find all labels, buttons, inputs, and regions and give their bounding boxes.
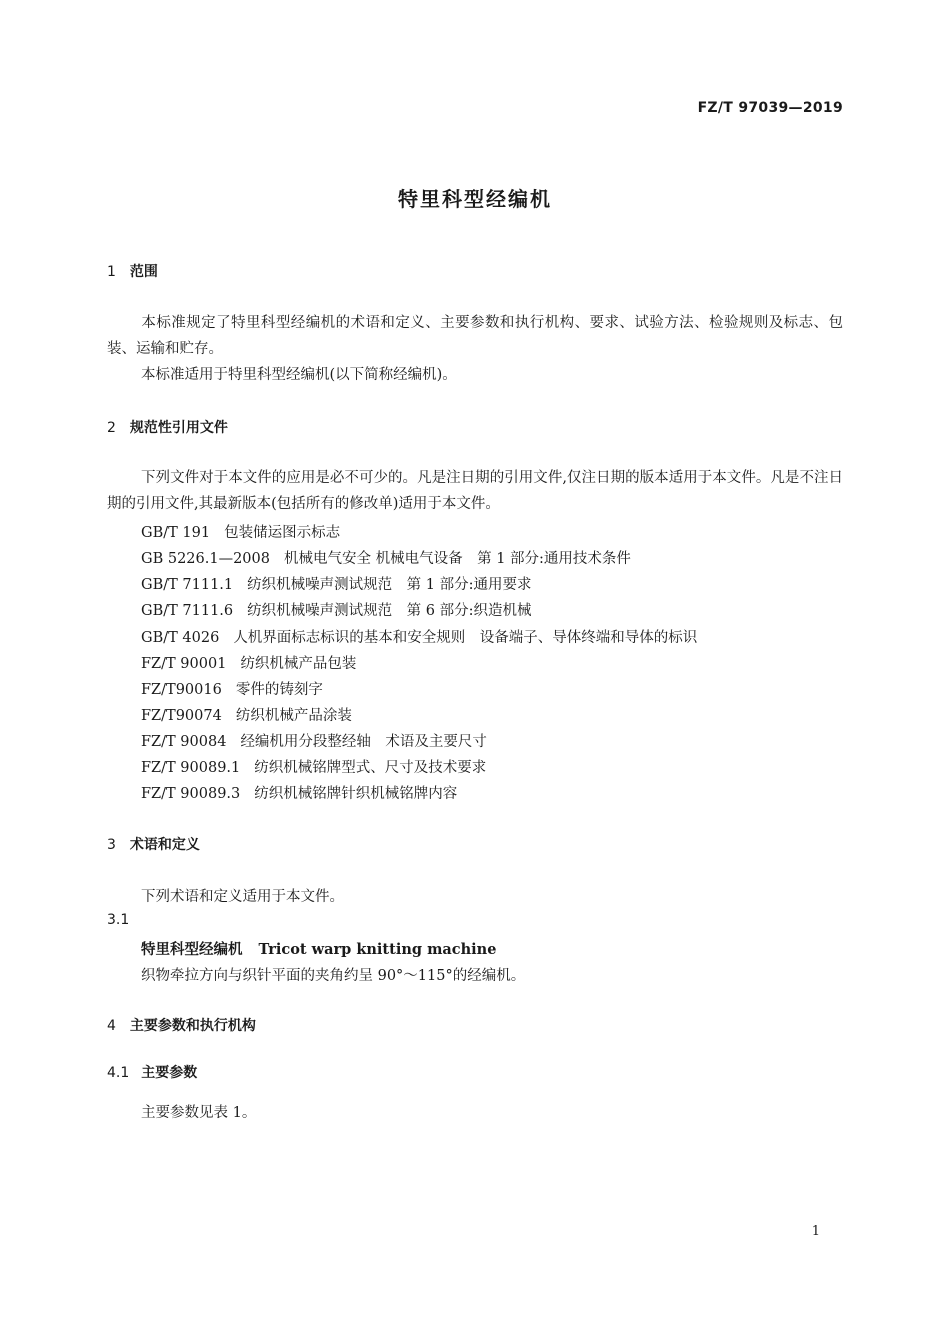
standard-code: FZ/T 97039—2019 (697, 100, 843, 116)
reference-item (141, 730, 487, 751)
term-chinese: 特里科型经编机 (141, 942, 243, 958)
reference-title: 纺织机械铭牌型式、尺寸及技术要求 (254, 760, 487, 776)
scope-text-2: 本标准适用于特里科型经编机(以下简称经编机)。 (141, 367, 457, 383)
term-english: Tricot warp knitting machine (258, 941, 497, 958)
page-number: 1 (811, 1224, 820, 1239)
term-number: 3.1 (107, 912, 130, 928)
section-number: 4 (107, 1018, 116, 1034)
reference-title: 纺织机械铭牌针织机械铭牌内容 (254, 786, 458, 802)
reference-title: 经编机用分段整经轴 术语及主要尺寸 (240, 734, 487, 750)
subsection-number: 4.1 (107, 1065, 130, 1081)
reference-code: GB/T 7111.1 (141, 577, 234, 593)
reference-item (141, 521, 340, 542)
reference-code: FZ/T 90089.1 (141, 760, 241, 776)
reference-code: FZ/T 90084 (141, 734, 227, 750)
reference-item (141, 782, 457, 803)
reference-item (141, 599, 531, 620)
reference-item (141, 547, 631, 568)
reference-title: 纺织机械噪声测试规范 第 1 部分:通用要求 (247, 577, 532, 593)
scope-paragraph-2 (107, 362, 843, 388)
section-title: 术语和定义 (129, 837, 200, 853)
reference-title: 人机界面标志标识的基本和安全规则 设备端子、导体终端和导体的标识 (233, 630, 698, 646)
reference-code: FZ/T 90089.3 (141, 786, 241, 802)
reference-item (141, 678, 323, 699)
reference-code: FZ/T90074 (141, 708, 222, 724)
terms-intro: 下列术语和定义适用于本文件。 (141, 889, 344, 905)
term-heading (141, 938, 496, 959)
normative-intro-text: 下列文件对于本文件的应用是必不可少的。凡是注日期的引用文件,仅注日期的版本适用于本文件。凡是不注日期的引用文件,其最新版本(包括所有的修改单)适用于本文件。 (107, 470, 843, 512)
params-text: 主要参数见表 1。 (141, 1105, 257, 1121)
section-title: 范围 (129, 264, 158, 280)
section-number: 2 (107, 420, 116, 436)
section-title: 主要参数和执行机构 (129, 1018, 256, 1034)
section-3-heading (107, 834, 200, 854)
reference-code: GB/T 7111.6 (141, 603, 234, 619)
reference-code: GB/T 4026 (141, 630, 220, 646)
section-number: 1 (107, 264, 116, 280)
subsection-4-1-heading (107, 1062, 197, 1082)
reference-item (141, 652, 356, 673)
section-title: 规范性引用文件 (129, 420, 228, 436)
section-number: 3 (107, 837, 116, 853)
reference-title: 机械电气安全 机械电气设备 第 1 部分:通用技术条件 (284, 551, 631, 567)
reference-title: 包装储运图示标志 (224, 525, 341, 541)
reference-code: GB/T 191 (141, 525, 211, 541)
reference-title: 纺织机械噪声测试规范 第 6 部分:织造机械 (247, 603, 532, 619)
reference-title: 纺织机械产品包装 (240, 656, 357, 672)
scope-paragraph-1 (107, 310, 843, 362)
section-2-heading (107, 417, 228, 437)
reference-item (141, 704, 352, 725)
reference-code: FZ/T 90001 (141, 656, 227, 672)
reference-code: FZ/T90016 (141, 682, 222, 698)
reference-title: 纺织机械产品涂装 (235, 708, 352, 724)
reference-item (141, 573, 531, 594)
document-title: 特里科型经编机 (398, 187, 552, 211)
scope-text-1: 本标准规定了特里科型经编机的术语和定义、主要参数和执行机构、要求、试验方法、检验规则及标志、包装、运输和贮存。 (107, 315, 843, 357)
section-1-heading (107, 261, 158, 281)
normative-intro (107, 465, 843, 517)
reference-title: 零件的铸刻字 (235, 682, 323, 698)
subsection-title: 主要参数 (141, 1065, 198, 1081)
reference-item (141, 626, 697, 647)
term-definition: 织物牵拉方向与织针平面的夹角约呈 90°～115°的经编机。 (141, 968, 526, 984)
reference-item (141, 756, 486, 777)
section-4-heading (107, 1015, 256, 1035)
reference-code: GB 5226.1—2008 (141, 551, 270, 567)
